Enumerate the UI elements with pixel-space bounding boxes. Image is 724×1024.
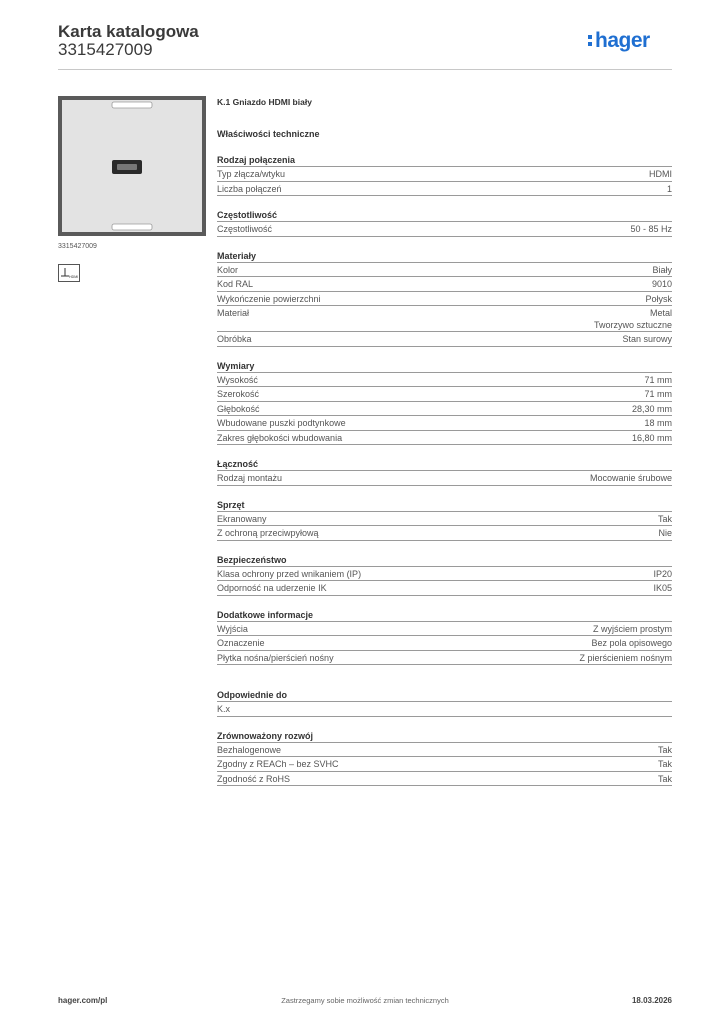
spec-groups xyxy=(217,154,672,786)
spec-value-line: 28,30 mm xyxy=(631,403,672,414)
spec-label: K.x xyxy=(217,704,231,714)
spec-label: Zakres głębokości wbudowania xyxy=(217,432,343,443)
spec-group xyxy=(217,250,672,347)
spec-row xyxy=(217,757,672,772)
document-number: 3315427009 xyxy=(58,40,153,59)
spec-row xyxy=(217,567,672,582)
spec-label: Zgodność z RoHS xyxy=(217,773,291,784)
spec-group xyxy=(217,458,672,486)
spec-label: Rodzaj montażu xyxy=(217,473,283,483)
spec-label: Szerokość xyxy=(217,389,260,399)
spec-value xyxy=(645,293,672,305)
spec-value xyxy=(632,432,672,444)
spec-label: Klasa ochrony przed wnikaniem (IP) xyxy=(217,568,362,579)
spec-value-line: 18 mm xyxy=(644,418,672,428)
spec-value xyxy=(652,278,672,290)
spec-group-title: Sprzęt xyxy=(217,499,672,512)
spec-row xyxy=(217,167,672,182)
spec-value xyxy=(644,374,672,386)
spec-value xyxy=(652,264,672,276)
spec-value-line: 1 xyxy=(666,183,672,194)
spec-value xyxy=(644,388,672,400)
spec-value xyxy=(579,652,672,664)
spec-value-line: Mocowanie śrubowe xyxy=(589,473,672,483)
spec-value xyxy=(653,568,672,580)
spec-row xyxy=(217,622,672,637)
spec-group-title: Wymiary xyxy=(217,360,672,373)
hager-logo xyxy=(586,26,672,54)
spec-value xyxy=(593,623,672,635)
spec-row xyxy=(217,636,672,651)
spec-value-line: HDMI xyxy=(649,169,672,179)
spec-group-title: Łączność xyxy=(217,458,672,471)
spec-group-title: Rodzaj połączenia xyxy=(217,154,672,167)
spec-group-title: Częstotliwość xyxy=(217,209,672,222)
spec-value xyxy=(658,773,672,785)
spec-row xyxy=(217,292,672,307)
spec-value-line: Tak xyxy=(657,744,672,755)
svg-text:HDMI: HDMI xyxy=(69,275,79,279)
spec-label: Odporność na uderzenie IK xyxy=(217,583,327,593)
spec-label: Wyjścia xyxy=(217,623,248,634)
spec-group xyxy=(217,689,672,717)
spec-label: Ekranowany xyxy=(217,513,267,524)
spec-value xyxy=(658,744,672,756)
spec-row xyxy=(217,526,672,541)
page-header xyxy=(58,20,672,70)
spec-row xyxy=(217,743,672,758)
spec-value xyxy=(644,417,672,429)
socket-plate xyxy=(62,100,202,232)
spec-value-line: Metal xyxy=(649,308,672,318)
spec-group-title: Odpowiednie do xyxy=(217,689,672,702)
footer-url[interactable]: hager.com/pl xyxy=(58,996,108,1005)
spec-value xyxy=(667,183,672,195)
spec-label: Częstotliwość xyxy=(217,224,273,234)
spec-group xyxy=(217,499,672,541)
spec-label: Kolor xyxy=(217,264,239,275)
spec-value xyxy=(590,472,672,484)
spec-group xyxy=(217,360,672,446)
spec-row xyxy=(217,581,672,596)
footer-note: Zastrzegamy sobie możliwość zmian technicznych xyxy=(281,996,449,1005)
spec-value-line: Z pierścieniem nośnym xyxy=(579,652,672,663)
spec-value-line: 50 - 85 Hz xyxy=(630,224,672,234)
spec-row xyxy=(217,402,672,417)
spec-row xyxy=(217,702,672,717)
spec-value xyxy=(658,513,672,525)
product-image xyxy=(58,96,206,236)
spec-row xyxy=(217,222,672,237)
spec-value xyxy=(630,223,672,235)
spec-value-line: Bez pola opisowego xyxy=(591,638,672,648)
spec-row xyxy=(217,277,672,292)
spec-value-line: Tak xyxy=(657,513,672,524)
spec-row xyxy=(217,263,672,278)
spec-label: Kod RAL xyxy=(217,279,254,289)
spec-group xyxy=(217,154,672,196)
spec-label: Materiał xyxy=(217,308,250,318)
spec-value-line: Stan surowy xyxy=(622,334,672,344)
spec-value-line: Nie xyxy=(658,528,672,538)
spec-value xyxy=(649,168,672,180)
page-footer xyxy=(58,996,672,1012)
spec-label: Wysokość xyxy=(217,374,258,385)
spec-row xyxy=(217,431,672,446)
spec-value-line: 71 mm xyxy=(644,374,672,385)
spec-value xyxy=(658,758,672,770)
section-title: Właściwości techniczne xyxy=(217,129,320,139)
document-title: Karta katalogowa xyxy=(58,22,199,41)
spec-group-title: Dodatkowe informacje xyxy=(217,609,672,622)
spec-value-line: Z wyjściem prostym xyxy=(592,623,672,634)
spec-value xyxy=(632,403,672,415)
spec-value-line: IK05 xyxy=(653,583,672,593)
spec-value xyxy=(658,527,672,539)
spec-row xyxy=(217,387,672,402)
spec-label: Bezhalogenowe xyxy=(217,744,282,755)
image-caption: 3315427009 xyxy=(58,243,97,250)
spec-group xyxy=(217,209,672,237)
spec-label: Wykończenie powierzchni xyxy=(217,293,321,304)
spec-row xyxy=(217,772,672,787)
spec-row xyxy=(217,416,672,431)
spec-row xyxy=(217,471,672,486)
svg-text:hager: hager xyxy=(595,29,650,52)
spec-row xyxy=(217,651,672,666)
spec-label: Zgodny z REACh – bez SVHC xyxy=(217,759,339,769)
spec-value-line: Biały xyxy=(652,264,672,275)
spec-group xyxy=(217,554,672,596)
hdmi-symbol-icon xyxy=(58,264,80,282)
spec-value xyxy=(591,637,672,649)
spec-label: Obróbka xyxy=(217,334,252,344)
spec-value-line: Tak xyxy=(657,773,672,784)
spec-group-title: Materiały xyxy=(217,250,672,263)
spec-value-line: Połysk xyxy=(645,293,672,304)
spec-label: Oznaczenie xyxy=(217,638,265,648)
spec-label: Wbudowane puszki podtynkowe xyxy=(217,418,346,428)
spec-group-title: Zrównoważony rozwój xyxy=(217,730,672,743)
spec-group xyxy=(217,730,672,787)
technical-specs xyxy=(217,96,672,786)
spec-value-line: Tak xyxy=(657,759,672,769)
spec-label: Typ złącza/wtyku xyxy=(217,169,286,179)
spec-value-line: 16,80 mm xyxy=(631,432,672,443)
spec-value xyxy=(594,307,672,331)
spec-label: Liczba połączeń xyxy=(217,183,282,194)
spec-value-line: 71 mm xyxy=(644,389,672,399)
spec-group-title: Bezpieczeństwo xyxy=(217,554,672,567)
spec-value xyxy=(622,333,672,345)
spec-label: Głębokość xyxy=(217,403,260,414)
footer-date: 18.03.2026 xyxy=(631,996,672,1005)
spec-row xyxy=(217,182,672,197)
spec-value-line: 9010 xyxy=(651,279,672,289)
spec-row xyxy=(217,332,672,347)
spec-value-line: IP20 xyxy=(653,568,672,579)
spec-label: Płytka nośna/pierścień nośny xyxy=(217,652,334,663)
spec-label: Z ochroną przeciwpyłową xyxy=(217,528,319,538)
spec-group xyxy=(217,609,672,666)
product-name: K.1 Gniazdo HDMI biały xyxy=(217,97,312,107)
spec-value-line: Tworzywo sztuczne xyxy=(593,320,672,330)
spec-row xyxy=(217,306,672,332)
spec-row xyxy=(217,373,672,388)
spec-value xyxy=(653,582,672,594)
spec-row xyxy=(217,512,672,527)
